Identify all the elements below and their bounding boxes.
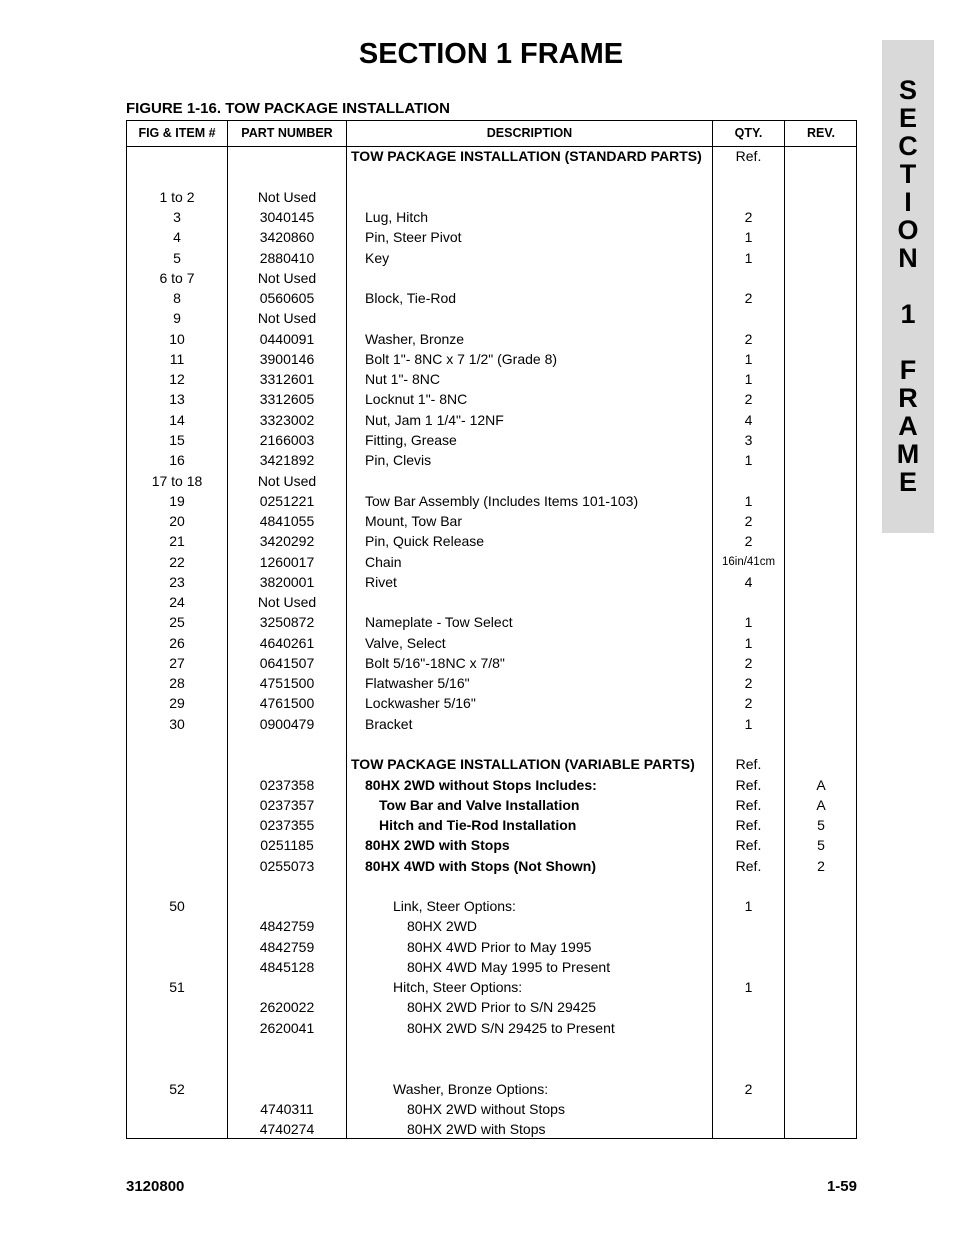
cell-fig-item: 30: [169, 716, 185, 732]
cell-part-number: 1260017: [259, 554, 315, 570]
cell-description: Lockwasher 5/16": [365, 695, 476, 711]
cell-description: Bracket: [365, 716, 413, 732]
col-header-description: DESCRIPTION: [486, 126, 573, 140]
cell-description: Mount, Tow Bar: [365, 513, 463, 529]
cell-part-number: Not Used: [257, 189, 317, 205]
section-side-tab: [882, 40, 934, 533]
side-tab-letter: I: [904, 187, 912, 217]
side-tab-letter: T: [899, 159, 917, 189]
cell-part-number: 3420860: [259, 229, 315, 245]
cell-fig-item: 5: [173, 250, 181, 266]
cell-qty: Ref.: [735, 858, 762, 874]
cell-description: Tow Bar Assembly (Includes Items 101-103): [365, 493, 639, 509]
cell-qty: 2: [744, 533, 753, 549]
table-row: [127, 187, 856, 207]
cell-qty: 16in/41cm: [721, 556, 776, 568]
cell-qty: 2: [744, 391, 753, 407]
cell-qty: Ref.: [735, 756, 762, 772]
cell-description: 80HX 2WD Prior to S/N 29425: [407, 999, 597, 1015]
table-row: [127, 997, 856, 1017]
cell-description: TOW PACKAGE INSTALLATION (VARIABLE PARTS): [351, 756, 695, 772]
table-row: [127, 531, 856, 551]
table-row: [127, 349, 856, 369]
table-row: [127, 308, 856, 328]
cell-qty: 1: [744, 351, 753, 367]
cell-part-number: 0237355: [259, 817, 315, 833]
cell-qty: 1: [744, 716, 753, 732]
cell-rev: A: [816, 777, 826, 793]
cell-qty: Ref.: [735, 797, 762, 813]
cell-qty: 1: [744, 452, 753, 468]
cell-part-number: Not Used: [257, 310, 317, 326]
side-tab-letter: E: [898, 103, 917, 133]
table-row: [127, 714, 856, 734]
cell-part-number: 2166003: [259, 432, 315, 448]
table-row: [127, 673, 856, 693]
cell-qty: 2: [744, 290, 753, 306]
col-header-rev: REV.: [806, 126, 836, 140]
table-row: [127, 471, 856, 491]
cell-rev: 5: [817, 837, 825, 853]
cell-description: Valve, Select: [365, 635, 446, 651]
cell-fig-item: 14: [169, 412, 185, 428]
table-row: [127, 1018, 856, 1038]
page-number: 1-59: [826, 1178, 857, 1195]
cell-description: 80HX 2WD: [407, 918, 478, 934]
table-row: [127, 248, 856, 268]
cell-description: 80HX 2WD with Stops: [365, 837, 510, 853]
cell-description: Pin, Clevis: [365, 452, 432, 468]
cell-qty: 2: [744, 1081, 753, 1097]
cell-qty: 4: [744, 412, 753, 428]
cell-description: 80HX 2WD S/N 29425 to Present: [407, 1020, 615, 1036]
cell-fig-item: 24: [169, 594, 185, 610]
table-row: [127, 329, 856, 349]
cell-part-number: 4740311: [260, 1101, 314, 1117]
table-row: [127, 1079, 856, 1099]
cell-fig-item: 13: [169, 391, 185, 407]
cell-description: Nut 1"- 8NC: [365, 371, 440, 387]
col-header-qty: QTY.: [734, 126, 763, 140]
cell-part-number: 4761500: [259, 695, 315, 711]
table-header: [127, 121, 856, 147]
side-tab-letter: F: [899, 355, 917, 385]
cell-qty: 1: [744, 250, 753, 266]
cell-part-number: 4640261: [259, 635, 315, 651]
cell-qty: 2: [744, 695, 753, 711]
cell-part-number: 0641507: [259, 655, 315, 671]
table-row: [127, 896, 856, 916]
cell-qty: Ref.: [735, 148, 762, 164]
table-row: [127, 815, 856, 835]
table-row: [127, 1119, 856, 1139]
table-row: [127, 410, 856, 430]
table-row: [127, 957, 856, 977]
cell-fig-item: 17 to 18: [151, 473, 203, 489]
cell-part-number: 3421892: [259, 452, 315, 468]
cell-description: Nut, Jam 1 1/4"- 12NF: [365, 412, 504, 428]
cell-qty: 4: [744, 574, 753, 590]
cell-fig-item: 25: [169, 614, 185, 630]
parts-table: [126, 120, 857, 1139]
cell-description: Lug, Hitch: [365, 209, 429, 225]
table-row: [127, 1099, 856, 1119]
table-row: [127, 491, 856, 511]
table-row: [127, 653, 856, 673]
cell-part-number: 3420292: [259, 533, 315, 549]
cell-part-number: 3040145: [259, 209, 315, 225]
cell-rev: A: [816, 797, 826, 813]
cell-fig-item: 23: [169, 574, 185, 590]
cell-qty: 2: [744, 513, 753, 529]
cell-description: Link, Steer Options:: [393, 898, 516, 914]
cell-part-number: 4740274: [259, 1121, 315, 1137]
table-row: [127, 146, 856, 166]
table-row: [127, 937, 856, 957]
cell-description: Key: [365, 250, 390, 266]
cell-qty: 1: [744, 614, 753, 630]
cell-fig-item: 3: [173, 209, 181, 225]
cell-qty: 1: [744, 493, 753, 509]
table-row: [127, 633, 856, 653]
cell-fig-item: 9: [173, 310, 181, 326]
side-tab-letter: S: [898, 75, 917, 105]
cell-part-number: Not Used: [257, 473, 317, 489]
cell-description: Washer, Bronze: [365, 331, 465, 347]
table-row: [127, 775, 856, 795]
table-row: [127, 612, 856, 632]
side-tab-letter: M: [896, 439, 920, 469]
cell-fig-item: 4: [173, 229, 181, 245]
cell-part-number: 3312605: [259, 391, 315, 407]
cell-fig-item: 12: [169, 371, 185, 387]
side-tab-letter: C: [898, 131, 918, 161]
cell-fig-item: 1 to 2: [159, 189, 195, 205]
cell-fig-item: 50: [169, 898, 185, 914]
cell-description: Pin, Steer Pivot: [365, 229, 462, 245]
cell-qty: 1: [744, 371, 753, 387]
col-header-part: PART NUMBER: [241, 126, 333, 140]
cell-rev: 5: [817, 817, 825, 833]
cell-fig-item: 11: [169, 351, 185, 367]
cell-qty: 1: [744, 635, 753, 651]
table-row: [127, 227, 856, 247]
cell-part-number: Not Used: [257, 270, 317, 286]
cell-description: Bolt 1"- 8NC x 7 1/2" (Grade 8): [365, 351, 558, 367]
cell-qty: 1: [744, 229, 753, 245]
cell-description: Hitch, Steer Options:: [393, 979, 523, 995]
table-row: [127, 450, 856, 470]
side-tab-letter: R: [898, 383, 918, 413]
cell-description: 80HX 4WD with Stops (Not Shown): [365, 858, 596, 874]
side-tab-letter: E: [898, 467, 917, 497]
cell-description: Pin, Quick Release: [365, 533, 485, 549]
table-row: [127, 856, 856, 876]
table-row: [127, 369, 856, 389]
cell-description: Washer, Bronze Options:: [393, 1081, 549, 1097]
cell-description: 80HX 2WD without Stops Includes:: [365, 777, 597, 793]
cell-fig-item: 26: [169, 635, 185, 651]
cell-fig-item: 29: [169, 695, 185, 711]
cell-part-number: 4841055: [259, 513, 315, 529]
cell-part-number: 4842759: [259, 918, 315, 934]
cell-qty: 1: [744, 979, 753, 995]
table-row: [127, 795, 856, 815]
cell-description: Rivet: [365, 574, 397, 590]
cell-fig-item: 21: [169, 533, 185, 549]
cell-qty: Ref.: [735, 777, 762, 793]
cell-rev: 2: [817, 858, 825, 874]
cell-qty: 2: [744, 655, 753, 671]
table-row: [127, 288, 856, 308]
table-row: [127, 592, 856, 612]
cell-fig-item: 8: [173, 290, 181, 306]
cell-description: 80HX 4WD Prior to May 1995: [407, 939, 592, 955]
cell-qty: 2: [744, 331, 753, 347]
cell-fig-item: 19: [169, 493, 185, 509]
cell-fig-item: 15: [169, 432, 185, 448]
side-tab-letter: N: [898, 243, 918, 273]
cell-description: Nameplate - Tow Select: [365, 614, 513, 630]
figure-title: FIGURE 1-16. TOW PACKAGE INSTALLATION: [126, 100, 450, 117]
table-row: [127, 693, 856, 713]
cell-part-number: 2880410: [259, 250, 315, 266]
cell-description: Fitting, Grease: [365, 432, 457, 448]
table-row: [127, 552, 856, 572]
table-row: [127, 572, 856, 592]
cell-qty: Ref.: [735, 837, 762, 853]
table-row: [127, 835, 856, 855]
table-row: [127, 268, 856, 288]
side-tab-letter: O: [897, 215, 919, 245]
table-row: [127, 207, 856, 227]
cell-qty: 2: [744, 675, 753, 691]
cell-description: Chain: [365, 554, 402, 570]
cell-qty: 3: [744, 432, 753, 448]
cell-description: 80HX 2WD with Stops: [407, 1121, 546, 1137]
cell-part-number: 4751500: [259, 675, 315, 691]
side-tab-letter: 1: [900, 299, 916, 329]
cell-part-number: 0560605: [259, 290, 315, 306]
cell-fig-item: 16: [169, 452, 185, 468]
cell-fig-item: 28: [169, 675, 185, 691]
cell-fig-item: 52: [169, 1081, 185, 1097]
cell-fig-item: 51: [169, 979, 185, 995]
table-row: [127, 430, 856, 450]
cell-part-number: 0251185: [260, 837, 314, 853]
cell-fig-item: 22: [169, 554, 185, 570]
cell-description: Block, Tie-Rod: [365, 290, 457, 306]
page-title: SECTION 1 FRAME: [358, 38, 624, 70]
side-tab-letter: A: [898, 411, 918, 441]
cell-part-number: 3312601: [259, 371, 315, 387]
cell-description: TOW PACKAGE INSTALLATION (STANDARD PARTS): [351, 148, 702, 164]
cell-part-number: 3900146: [259, 351, 315, 367]
cell-part-number: 0255073: [259, 858, 315, 874]
cell-description: 80HX 2WD without Stops: [407, 1101, 565, 1117]
cell-description: Locknut 1"- 8NC: [365, 391, 468, 407]
cell-qty: Ref.: [735, 817, 762, 833]
doc-number: 3120800: [126, 1178, 185, 1195]
cell-part-number: 0237357: [259, 797, 315, 813]
table-row: [127, 511, 856, 531]
table-row: [127, 977, 856, 997]
cell-part-number: 3250872: [259, 614, 315, 630]
cell-part-number: 0440091: [259, 331, 315, 347]
cell-qty: 1: [744, 898, 753, 914]
cell-part-number: 0237358: [259, 777, 315, 793]
cell-description: Tow Bar and Valve Installation: [379, 797, 580, 813]
col-header-fig: FIG & ITEM #: [138, 126, 216, 140]
cell-part-number: 3323002: [259, 412, 315, 428]
cell-part-number: 3820001: [259, 574, 315, 590]
cell-part-number: 2620022: [259, 999, 315, 1015]
cell-description: Hitch and Tie-Rod Installation: [379, 817, 577, 833]
cell-part-number: 4845128: [259, 959, 315, 975]
cell-qty: 2: [744, 209, 753, 225]
table-row: [127, 916, 856, 936]
cell-part-number: 0900479: [259, 716, 315, 732]
cell-fig-item: 10: [169, 331, 185, 347]
cell-description: Flatwasher 5/16": [365, 675, 470, 691]
cell-fig-item: 27: [169, 655, 185, 671]
cell-part-number: 2620041: [259, 1020, 315, 1036]
cell-fig-item: 6 to 7: [159, 270, 195, 286]
cell-part-number: Not Used: [257, 594, 317, 610]
cell-fig-item: 20: [169, 513, 185, 529]
cell-description: 80HX 4WD May 1995 to Present: [407, 959, 611, 975]
cell-part-number: 4842759: [259, 939, 315, 955]
cell-description: Bolt 5/16"-18NC x 7/8": [365, 655, 505, 671]
cell-part-number: 0251221: [259, 493, 315, 509]
table-row: [127, 754, 856, 774]
table-row: [127, 389, 856, 409]
